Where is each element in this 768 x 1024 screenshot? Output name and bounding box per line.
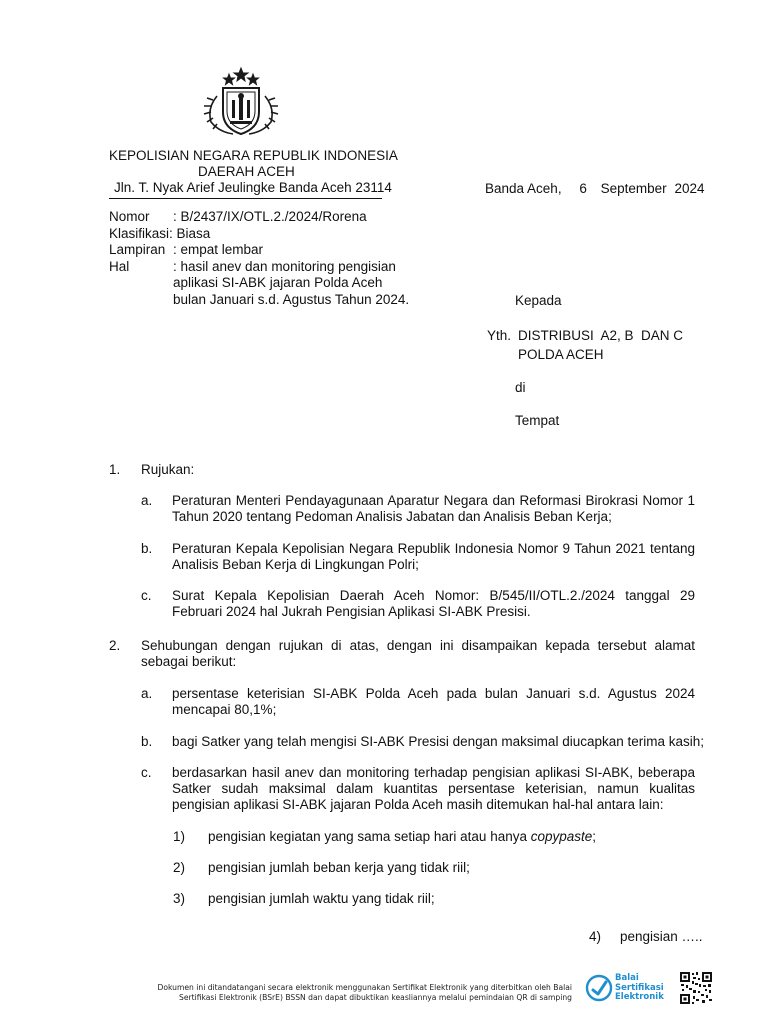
ref-b-letter: b. — [141, 541, 153, 556]
point-b-text: bagi Satker yang telah mengisi SI-ABK Presisi dengan maksimal diucapkan terima kasih; — [172, 734, 705, 749]
esign-notice-line-1: Dokumen ini ditandatangani secara elektronik menggunakan Sertifikat Elektronik yang diterbitkan oleh Balai — [157, 983, 572, 992]
sub-item-1-italic: copypaste — [530, 829, 593, 844]
bsre-line-3: Elektronik — [615, 992, 664, 1002]
place-date — [485, 181, 704, 197]
qr-code[interactable] — [679, 971, 713, 1005]
meta-hal — [109, 259, 396, 275]
recipient-di: di — [515, 380, 526, 395]
letterhead-underline — [109, 198, 382, 199]
sub-item-2-number: 2) — [173, 860, 186, 875]
ref-a-text: Peraturan Menteri Pendayagunaan Aparatur Negara dan Reformasi Birokrasi Nomor 1 Tahun 2020 tentang Pedoman Analisis Jabatan dan Analisis Beban Kerja; — [172, 493, 695, 524]
recipient-yth: Yth. — [487, 328, 512, 343]
date-month: September — [600, 181, 667, 196]
meta-hal-value: : hasil anev dan monitoring pengisian — [173, 259, 396, 274]
sub-item-1-tail: ; — [592, 829, 597, 844]
meta-klasifikasi-label: Klasifikasi — [109, 226, 170, 241]
recipient-line-1: DISTRIBUSI A2, B DAN C — [518, 328, 684, 343]
esign-notice-line-2: Sertifikasi Elektronik (BSrE) BSSN dan dapat dibuktikan keasliannya melalui pemindaian QR di samping — [179, 993, 572, 1002]
meta-klasifikasi — [109, 226, 210, 242]
point-c-text: berdasarkan hasil anev dan monitoring terhadap pengisian aplikasi SI-ABK, beberapa Satker sudah maksimal dalam kuantitas persentase keterisian, namun kualitas pengisian aplikasi SI-ABK jajaran Polda Aceh masih ditemukan hal-hal antara lain: — [172, 765, 695, 812]
meta-lampiran-label: Lampiran — [109, 242, 166, 257]
sub-item-3-text: pengisian jumlah waktu yang tidak riil; — [208, 891, 435, 906]
place-city: Banda Aceh, — [485, 181, 562, 196]
letterhead-org: KEPOLISIAN NEGARA REPUBLIK INDONESIA — [109, 148, 398, 163]
recipient-kepada: Kepada — [515, 293, 562, 308]
recipient-tempat: Tempat — [515, 413, 560, 428]
polri-emblem — [197, 66, 285, 138]
continuation-text: pengisian ….. — [620, 929, 703, 944]
meta-nomor — [109, 209, 367, 225]
point-a-text: persentase keterisian SI-ABK Polda Aceh pada bulan Januari s.d. Agustus 2024 mencapai 80,1%; — [172, 686, 695, 717]
ref-b-text: Peraturan Kepala Kepolisian Negara Republik Indonesia Nomor 9 Tahun 2021 tentang Analisis Beban Kerja di Lingkungan Polri; — [172, 541, 695, 572]
section-1-number: 1. — [109, 462, 121, 477]
meta-lampiran — [109, 242, 263, 258]
meta-lampiran-value: : empat lembar — [173, 242, 264, 257]
date-year: 2024 — [674, 181, 705, 196]
bsre-logo-icon — [585, 972, 613, 1004]
sub-item-3-number: 3) — [173, 891, 186, 906]
ref-c-letter: c. — [141, 588, 152, 603]
meta-nomor-value: : B/2437/IX/OTL.2./2024/Rorena — [173, 209, 367, 224]
meta-hal-line-3: bulan Januari s.d. Agustus Tahun 2024. — [173, 292, 410, 307]
sub-item-2-text: pengisian jumlah beban kerja yang tidak riil; — [208, 860, 470, 875]
section-2-number: 2. — [109, 638, 121, 653]
point-a-letter: a. — [141, 686, 153, 701]
point-c-letter: c. — [141, 765, 152, 780]
ref-c-text: Surat Kepala Kepolisian Daerah Aceh Nomor: B/545/II/OTL.2./2024 tanggal 29 Februari 2024 hal Jukrah Pengisian Aplikasi SI-ABK Presisi. — [172, 588, 695, 619]
letterhead-address: Jln. T. Nyak Arief Jeulingke Banda Aceh 23114 — [114, 180, 392, 195]
letterhead-region: DAERAH ACEH — [198, 164, 295, 179]
bsre-line-2: Sertifikasi — [615, 982, 664, 993]
section-1-title: Rujukan: — [141, 462, 195, 477]
point-b-letter: b. — [141, 734, 153, 749]
meta-hal-label: Hal — [109, 259, 130, 274]
letterhead — [109, 148, 398, 196]
continuation-number: 4) — [589, 929, 602, 944]
ref-a-letter: a. — [141, 493, 153, 508]
esign-notice — [150, 983, 572, 1003]
meta-klasifikasi-value: : Biasa — [169, 226, 211, 241]
sub-item-1-text: pengisian kegiatan yang sama setiap hari atau hanya — [208, 829, 531, 844]
meta-hal-line-2: aplikasi SI-ABK jajaran Polda Aceh — [173, 275, 383, 290]
sub-item-1-number: 1) — [173, 829, 186, 844]
recipient-line-2: POLDA ACEH — [518, 347, 604, 362]
sub-item-1 — [208, 829, 596, 845]
meta-nomor-label: Nomor — [109, 209, 150, 224]
bsre-logo-text — [615, 974, 664, 1003]
bsre-line-1: Balai — [615, 973, 639, 983]
section-2-text: Sehubungan dengan rujukan di atas, dengan ini disampaikan kepada tersebut alamat sebagai berikut: — [141, 638, 695, 669]
date-day: 6 — [579, 181, 587, 196]
